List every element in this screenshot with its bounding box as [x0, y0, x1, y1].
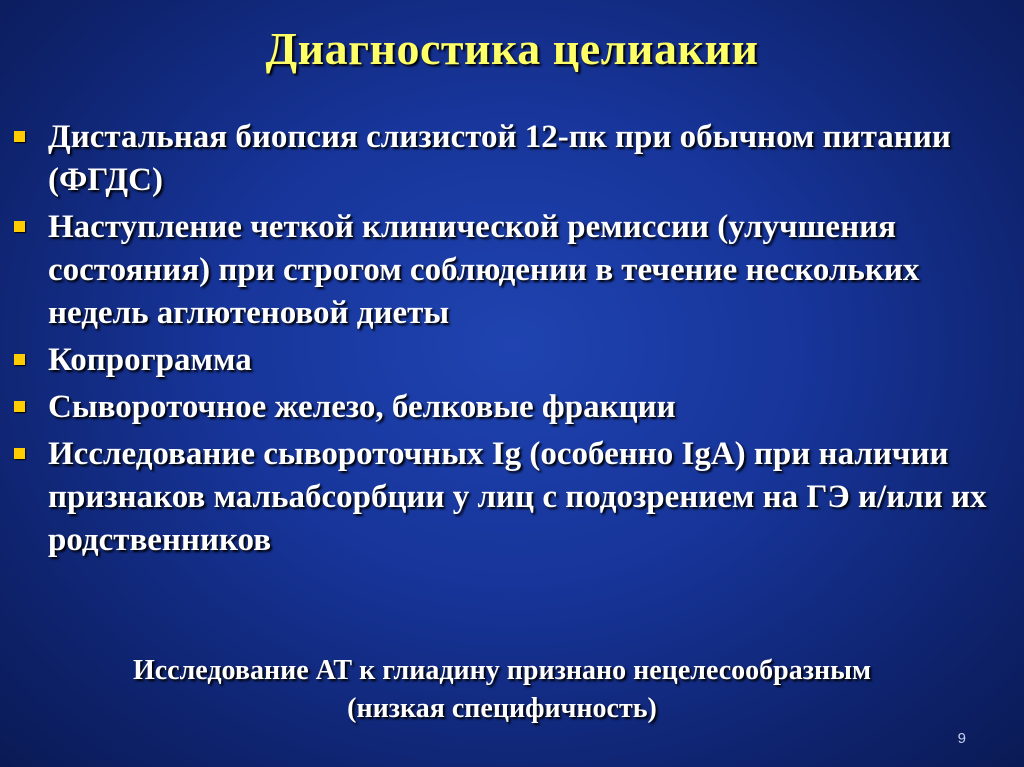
footnote — [0, 652, 1004, 728]
footnote-line-1: Исследование АТ к глиадину признано нецелесообразным — [132, 655, 872, 686]
bullet-item — [14, 386, 1004, 429]
page-number: 9 — [957, 730, 966, 747]
square-bullet-icon — [14, 354, 25, 365]
bullet-list — [14, 116, 1004, 566]
bullet-text: Исследование сывороточных Ig (особенно IgA) при наличии признаков мальабсорбции у лиц с подозрением на ГЭ и/или их родственников — [48, 436, 987, 558]
square-bullet-icon — [14, 401, 25, 412]
bullet-text: Сывороточное железо, белковые фракции — [48, 389, 676, 425]
square-bullet-icon — [14, 221, 25, 232]
footnote-line-2: (низкая специфичность) — [347, 693, 657, 724]
bullet-item — [14, 206, 1004, 335]
bullet-text: Наступление четкой клинической ремиссии (улучшения состояния) при строгом соблюдении в течение нескольких недель аглютеновой диеты — [48, 209, 920, 331]
bullet-item — [14, 339, 1004, 382]
slide-title: Диагностика целиакии — [265, 23, 759, 74]
bullet-text: Дистальная биопсия слизистой 12-пк при обычном питании (ФГДС) — [48, 119, 951, 198]
bullet-item — [14, 116, 1004, 202]
bullet-text: Копрограмма — [48, 342, 252, 378]
bullet-item — [14, 433, 1004, 562]
square-bullet-icon — [14, 131, 25, 142]
square-bullet-icon — [14, 448, 25, 459]
